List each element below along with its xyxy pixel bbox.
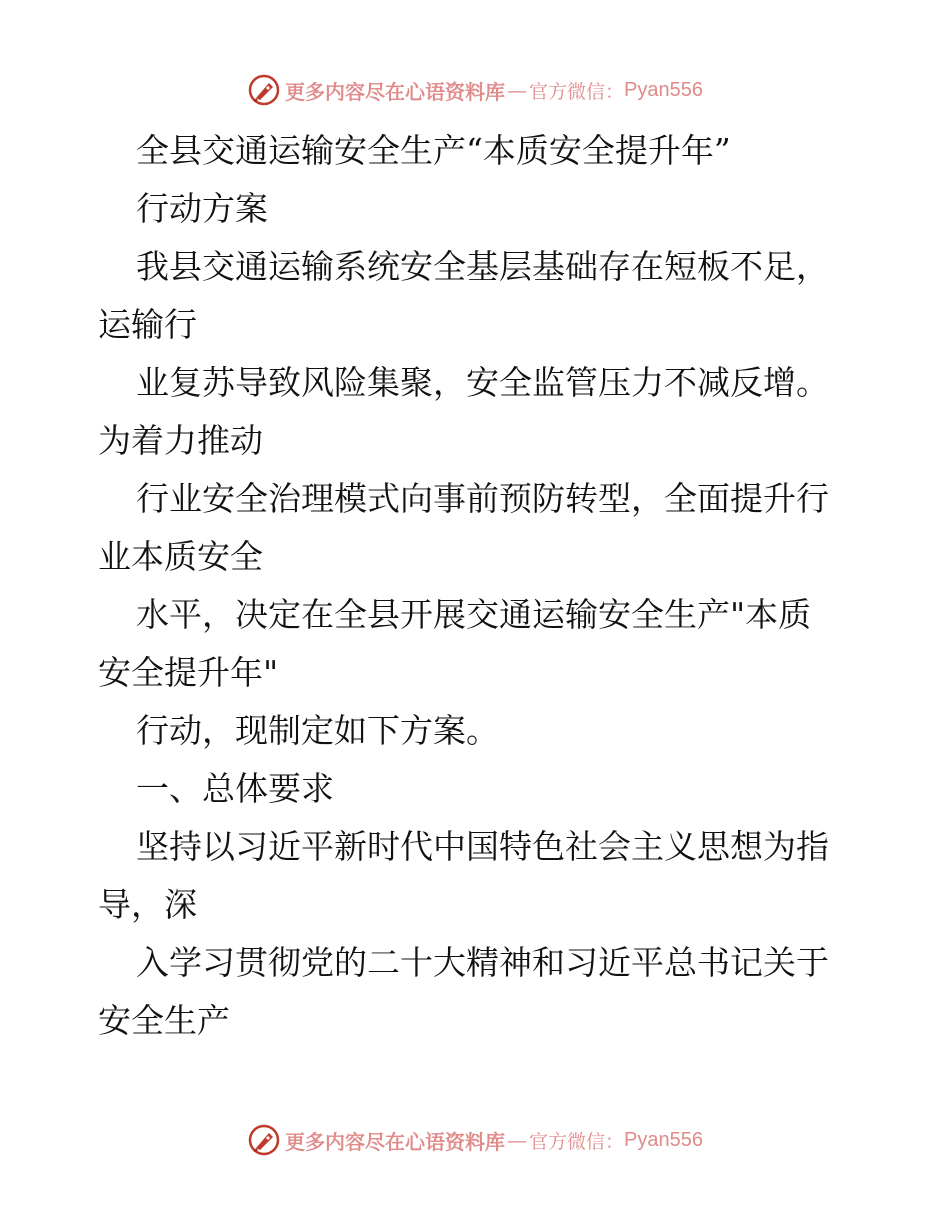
paragraph-line: 入学习贯彻党的二十大精神和习近平总书记关于 [136,943,829,982]
footer-watermark [0,1120,950,1160]
paragraph-line: 业复苏导致风险集聚，安全监管压力不减反增。 [136,363,829,402]
watermark-site-text: 更多内容尽在心语资料库 [285,79,505,104]
paragraph-line: 为着力推动 [98,421,263,460]
document-title-line-1: 全县交通运输安全生产“本质安全提升年” [136,131,731,170]
watermark-site-text: 更多内容尽在心语资料库 [285,1129,505,1154]
watermark-separator: — [507,78,527,102]
paragraph-line: 业本质安全 [98,537,263,576]
watermark-wechat-id: Pyan556 [624,78,703,101]
document-body [98,122,858,1050]
watermark-wechat-id: Pyan556 [624,1128,703,1151]
paragraph-line: 我县交通运输系统安全基层基础存在短板不足， [136,247,829,286]
paragraph-line: 运输行 [98,305,197,344]
paragraph-line: 行业安全治理模式向事前预防转型，全面提升行 [136,479,829,518]
watermark-separator: — [507,1128,527,1152]
paragraph-line: 坚持以习近平新时代中国特色社会主义思想为指 [136,827,829,866]
watermark-wechat-label: 官方微信： [529,80,625,103]
document-title-line-2: 行动方案 [136,189,268,228]
header-watermark [0,70,950,110]
paragraph-line: 水平，决定在全县开展交通运输安全生产"本质 [136,595,812,634]
section-heading: 一、总体要求 [136,769,334,808]
watermark-wechat-label: 官方微信： [529,1130,625,1153]
pen-nib-logo-icon [247,1123,281,1157]
pen-nib-logo-icon [247,73,281,107]
paragraph-line: 安全提升年" [98,653,279,692]
paragraph-line: 导，深 [98,885,197,924]
paragraph-line: 安全生产 [98,1001,230,1040]
paragraph-line: 行动，现制定如下方案。 [136,711,499,750]
